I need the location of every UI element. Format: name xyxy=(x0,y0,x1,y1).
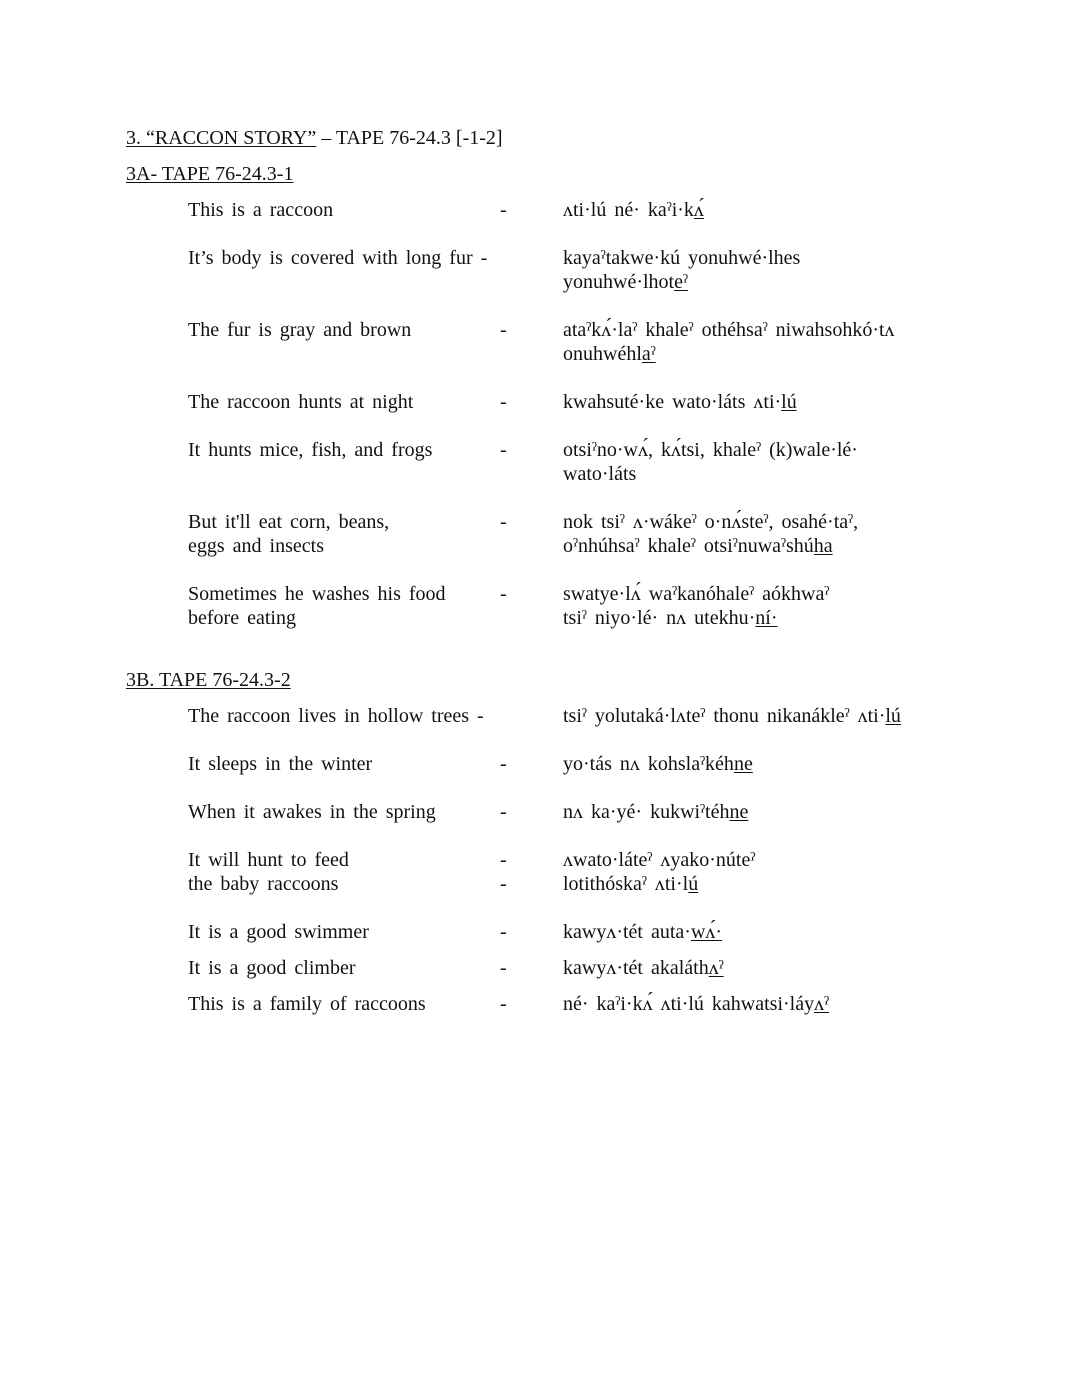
separator-dash xyxy=(500,920,507,944)
section-b-row xyxy=(188,992,988,1052)
underlined-syllable: ú xyxy=(688,873,699,895)
separator-dash xyxy=(500,390,507,414)
section-b-row xyxy=(188,848,988,908)
english-text xyxy=(188,992,500,1016)
separator-dash xyxy=(500,318,507,342)
translation-line: wato·láts xyxy=(563,463,637,485)
english-line: It is a good climber xyxy=(188,957,356,979)
translation-line: yonuhwé·lhoteˀ xyxy=(563,271,688,293)
dash-mark: - xyxy=(500,849,507,871)
dash-mark: - xyxy=(500,439,507,461)
story-title xyxy=(126,126,503,150)
section-a-row xyxy=(188,582,988,642)
english-line: But it'll eat corn, beans, xyxy=(188,511,390,533)
dash-mark: - xyxy=(500,753,507,775)
english-text xyxy=(188,318,500,342)
separator-dash xyxy=(500,956,507,980)
dash-mark: - xyxy=(500,801,507,823)
translation-line: kawyʌ·tét auta·wʌ́· xyxy=(563,921,723,943)
oneida-translation xyxy=(563,752,753,776)
dash-mark: - xyxy=(500,921,507,943)
english-line: Sometimes he washes his food xyxy=(188,583,446,605)
english-text xyxy=(188,390,500,414)
translation-line: ʌwato·láteˀ ʌyako·núteˀ xyxy=(563,849,756,871)
english-text xyxy=(188,198,500,222)
english-line: When it awakes in the spring xyxy=(188,801,436,823)
story-title-underlined: 3. “RACCON STORY” xyxy=(126,127,317,149)
underlined-syllable: ha xyxy=(813,535,833,557)
english-line: This is a raccoon xyxy=(188,199,334,221)
english-line: The raccoon hunts at night xyxy=(188,391,414,413)
english-text xyxy=(188,246,500,270)
translation-line: kawyʌ·tét akaláthʌˀ xyxy=(563,957,724,979)
dash-mark: - xyxy=(500,199,507,221)
section-a-row xyxy=(188,510,988,570)
section-a-heading: 3A- TAPE 76-24.3-1 xyxy=(126,163,294,185)
oneida-translation xyxy=(563,992,829,1016)
oneida-translation xyxy=(563,198,704,222)
separator-dash xyxy=(500,198,507,222)
english-line: It hunts mice, fish, and frogs xyxy=(188,439,433,461)
separator-dash xyxy=(500,848,507,896)
separator-dash xyxy=(500,800,507,824)
separator-dash xyxy=(500,992,507,1016)
dash-mark: - xyxy=(500,873,507,895)
english-text xyxy=(188,920,500,944)
oneida-translation xyxy=(563,390,797,414)
dash-mark: - xyxy=(500,511,507,533)
translation-line: kayaˀtakwe·kú yonuhwé·lhes xyxy=(563,247,801,269)
translation-line: swatye·lʌ́ waˀkanóhaleˀ aókhwaˀ xyxy=(563,583,830,605)
english-text xyxy=(188,956,500,980)
oneida-translation xyxy=(563,438,858,486)
dash-mark: - xyxy=(500,583,507,605)
underlined-syllable: ne xyxy=(733,753,753,775)
section-a-row xyxy=(188,438,988,498)
underlined-syllable: eˀ xyxy=(674,271,688,293)
oneida-translation xyxy=(563,704,901,728)
separator-dash xyxy=(500,752,507,776)
section-a-row xyxy=(188,246,988,306)
separator-dash xyxy=(500,510,507,534)
translation-line: kwahsuté·ke wato·láts ʌti·lú xyxy=(563,391,797,413)
english-line: eggs and insects xyxy=(188,535,324,557)
translation-line: ʌti·lú né· kaˀi·kʌ́ xyxy=(563,199,704,221)
underlined-syllable: lú xyxy=(885,705,901,727)
dash-mark: - xyxy=(500,391,507,413)
english-text xyxy=(188,800,500,824)
oneida-translation xyxy=(563,920,722,944)
story-title-rest: – TAPE 76-24.3 [-1-2] xyxy=(316,127,503,149)
english-text xyxy=(188,704,500,728)
oneida-translation xyxy=(563,956,724,980)
english-text xyxy=(188,848,500,896)
oneida-translation xyxy=(563,848,755,896)
translation-line: lotithóskaˀ ʌti·lú xyxy=(563,873,699,895)
english-line: This is a family of raccoons xyxy=(188,993,426,1015)
translation-line: nʌ ka·yé· kukwiˀtéhne xyxy=(563,801,749,823)
oneida-translation xyxy=(563,800,748,824)
english-line: It is a good swimmer xyxy=(188,921,369,943)
english-text xyxy=(188,752,500,776)
underlined-syllable: ʌˀ xyxy=(814,993,830,1015)
english-line: before eating xyxy=(188,607,296,629)
dash-mark: - xyxy=(500,957,507,979)
english-line: The raccoon lives in hollow trees - xyxy=(188,705,484,727)
underlined-syllable: wʌ́· xyxy=(690,921,723,943)
translation-line: tsiˀ niyo·lé· nʌ utekhu·ní· xyxy=(563,607,778,629)
section-a-row xyxy=(188,318,988,378)
translation-line: tsiˀ yolutaká·lʌteˀ thonu nikanákleˀ ʌti·lú xyxy=(563,705,901,727)
underlined-syllable: ní· xyxy=(755,607,778,629)
dash-mark: - xyxy=(500,319,507,341)
translation-line: oˀnhúhsaˀ khaleˀ otsiˀnuwaˀshúha xyxy=(563,535,833,557)
english-text xyxy=(188,510,500,558)
english-line: It will hunt to feed xyxy=(188,849,349,871)
section-b-heading: 3B. TAPE 76-24.3-2 xyxy=(126,669,291,691)
underlined-syllable: ʌ́ xyxy=(693,199,704,221)
separator-dash xyxy=(500,582,507,606)
translation-line: ataˀkʌ́·laˀ khaleˀ othéhsaˀ niwahsohkó·tʌ xyxy=(563,319,895,341)
english-line: the baby raccoons xyxy=(188,873,339,895)
translation-line: nok tsiˀ ʌ·wákeˀ o·nʌ́steˀ, osahé·taˀ, xyxy=(563,511,859,533)
english-line: The fur is gray and brown xyxy=(188,319,412,341)
english-text xyxy=(188,438,500,462)
dash-mark: - xyxy=(500,993,507,1015)
underlined-syllable: lú xyxy=(781,391,797,413)
underlined-syllable: aˀ xyxy=(641,343,656,365)
oneida-translation xyxy=(563,318,895,366)
translation-line: onuhwéhlaˀ xyxy=(563,343,656,365)
english-text xyxy=(188,582,500,630)
english-line: It sleeps in the winter xyxy=(188,753,373,775)
underlined-syllable: ʌˀ xyxy=(708,957,724,979)
oneida-translation xyxy=(563,246,800,294)
translation-line: né· kaˀi·kʌ́ ʌti·lú kahwatsi·láyʌˀ xyxy=(563,993,830,1015)
underlined-syllable: ne xyxy=(729,801,749,823)
oneida-translation xyxy=(563,582,829,630)
oneida-translation xyxy=(563,510,858,558)
translation-line: yo·tás nʌ kohslaˀkéhne xyxy=(563,753,753,775)
separator-dash xyxy=(500,438,507,462)
translation-line: otsiˀno·wʌ́, kʌ́tsi, khaleˀ (k)wale·lé· xyxy=(563,439,858,461)
english-line: It’s body is covered with long fur - xyxy=(188,247,488,269)
